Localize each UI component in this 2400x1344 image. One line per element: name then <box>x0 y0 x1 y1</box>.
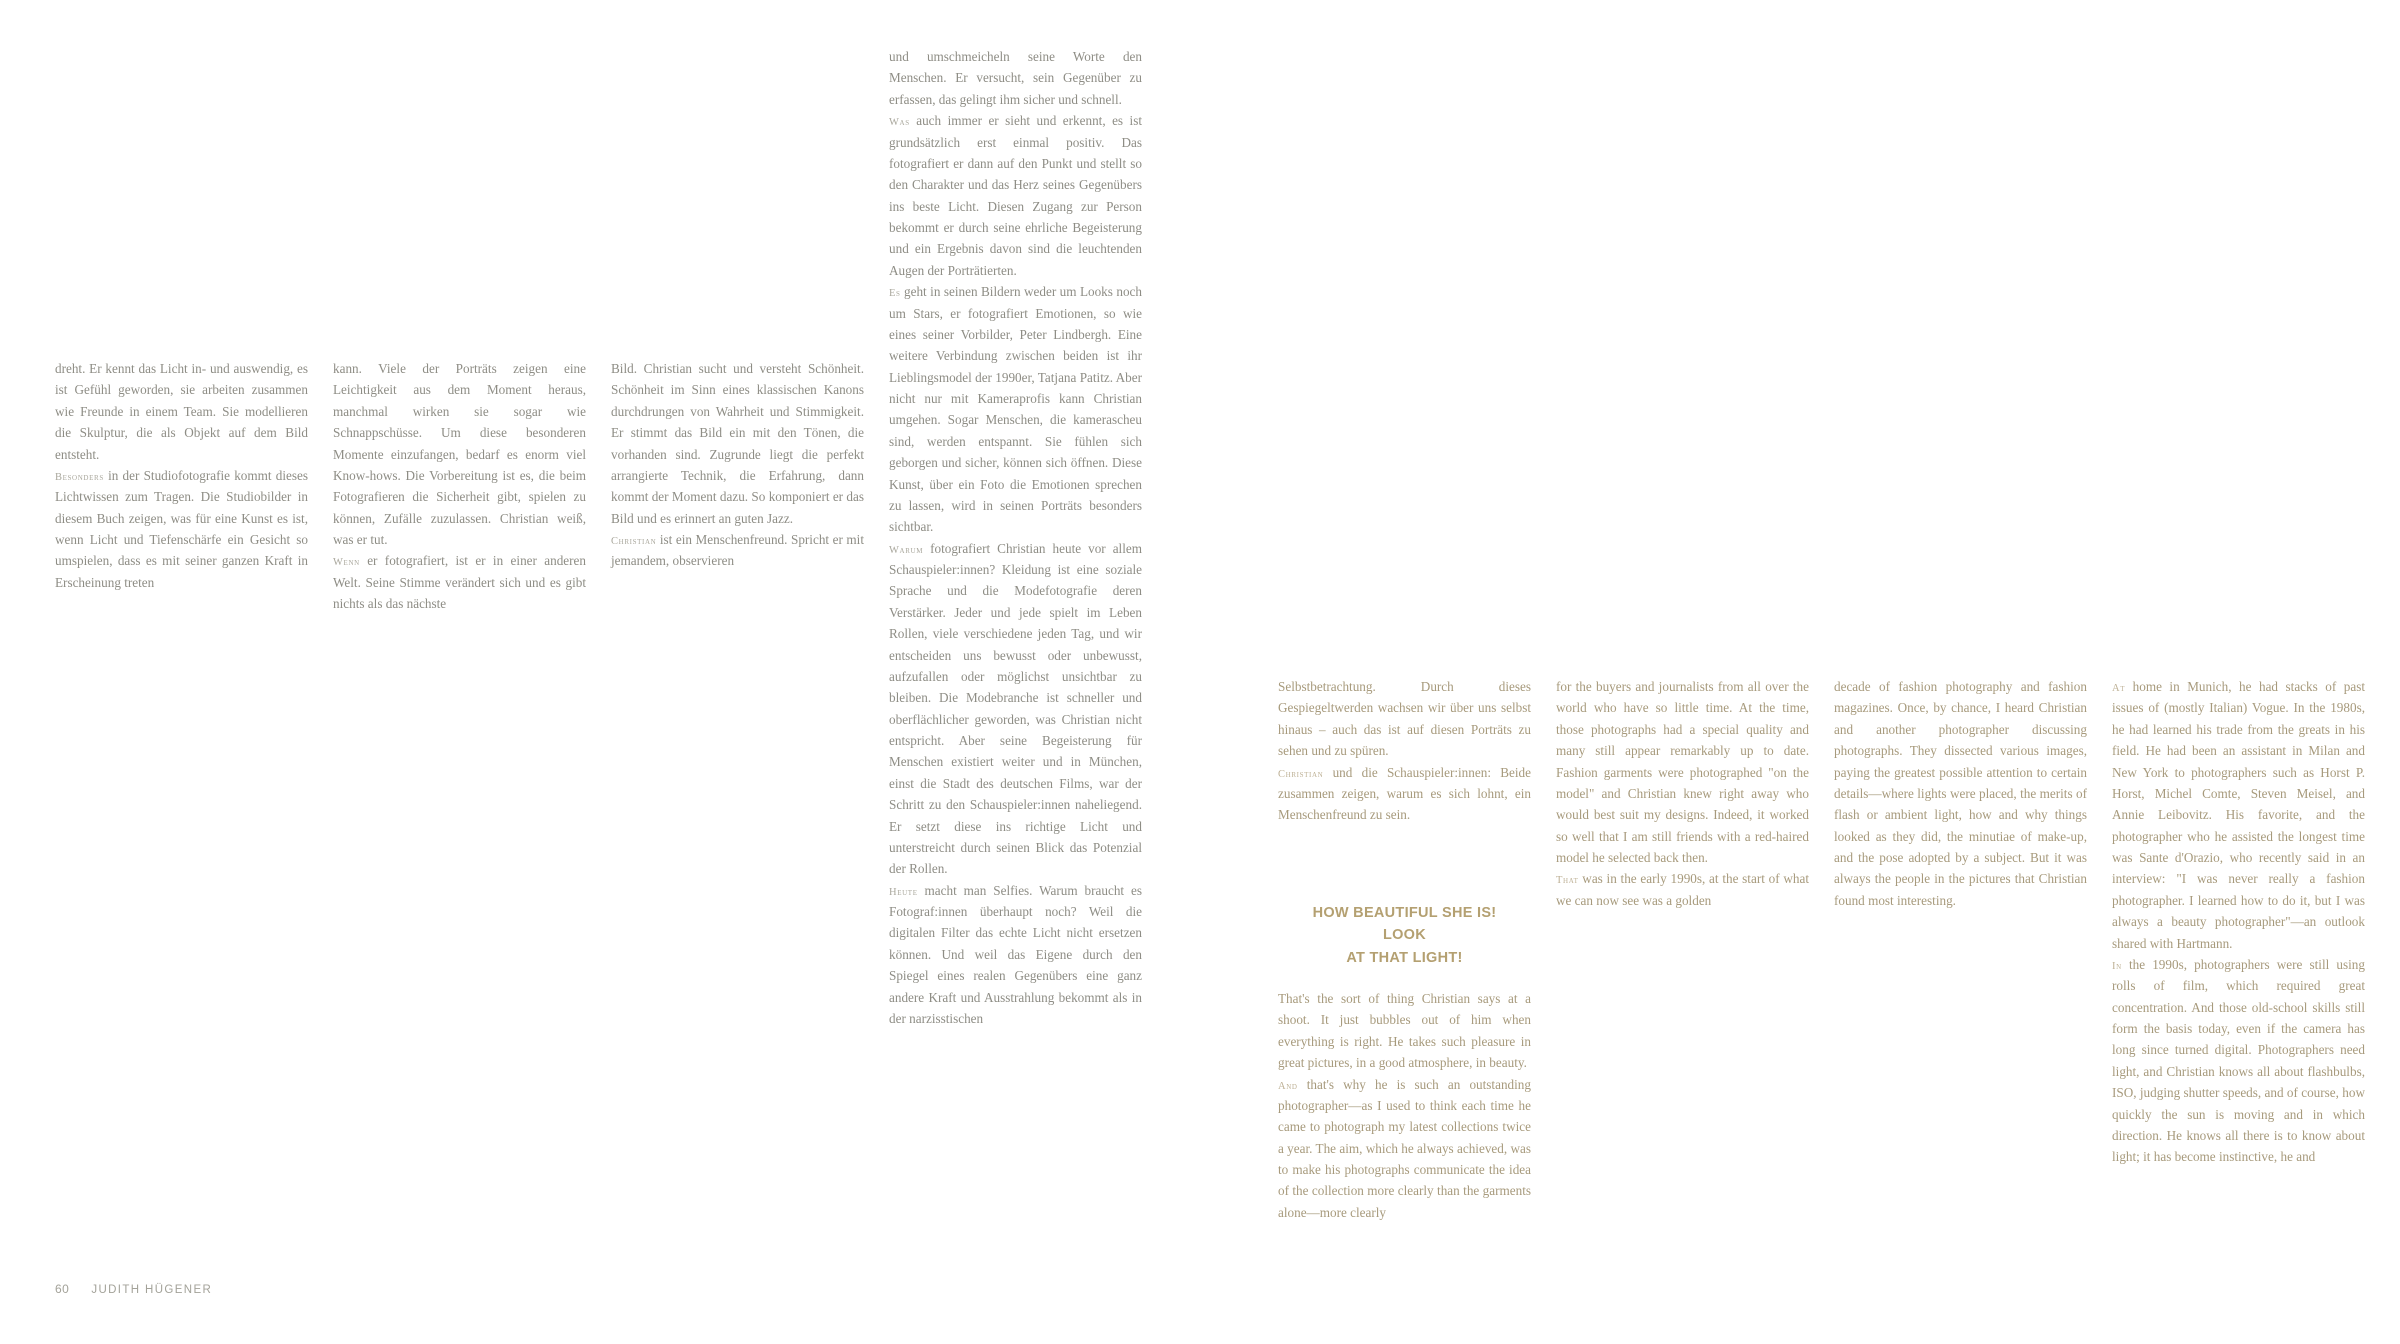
run-in-smallcaps: That <box>1556 875 1579 887</box>
page-number: 60 <box>55 1282 70 1296</box>
left-column-1 <box>55 358 308 593</box>
left-column-4 <box>889 46 1142 1029</box>
paragraph: dreht. Er kennt das Licht in- und auswendig, es ist Gefühl geworden, sie arbeiten zusammen wie Freunde in einem Team. Sie modellieren die Skulptur, die als Objekt auf dem Bild entsteht. <box>55 361 308 462</box>
left-column-2 <box>333 358 586 615</box>
page-footer <box>55 1282 212 1296</box>
paragraph: Wenn er fotografiert, ist er in einer anderen Welt. Seine Stimme verändert sich und es gibt nichts als das nächste <box>333 553 586 612</box>
run-in-smallcaps: Was <box>889 117 910 129</box>
pull-quote-line-3: AT THAT LIGHT! <box>1346 949 1463 966</box>
run-in-smallcaps: Christian <box>1278 768 1324 780</box>
right-column-1-top <box>1278 676 1531 826</box>
run-in-smallcaps: And <box>1278 1080 1298 1092</box>
paragraph: That's the sort of thing Christian says at a shoot. It just bubbles out of him when everything is right. He takes such pleasure in great pictures, in a good atmosphere, in beauty. <box>1278 991 1531 1071</box>
run-in-smallcaps: Heute <box>889 886 918 898</box>
paragraph: Warum fotografiert Christian heute vor allem Schauspieler:innen? Kleidung ist eine soziale Sprache und die Modefotografie deren Verstärker. Jeder und jede spielt im Leben Rollen, viele verschiedene jeden Tag, und wir entscheiden uns bewusst oder unbewusst, aufzufallen oder möglichst unsichtbar zu bleiben. Die Modebranche ist schneller und oberflächlicher geworden, was Christian nicht entspricht. Aber seine Begeisterung für Menschen existiert weiter und in München, einst die Stadt des deutschen Films, war der Schritt zu den Schauspieler:innen naheliegend. Er setzt diese ins richtige Licht und unterstreicht durch seinen Blick das Potenzial der Rollen. <box>889 540 1142 877</box>
paragraph: Es geht in seinen Bildern weder um Looks noch um Stars, er fotografiert Emotionen, so wie eines seiner Vorbilder, Peter Lindbergh. Eine weitere Verbindung zwischen beiden ist ihr Lieblingsmodel der 1990er, Tatjana Patitz. Aber nicht nur mit Kameraprofis kann Christian umgehen. Sogar Menschen, die kamerascheu sind, werden entspannt. Sie fühlen sich geborgen und sicher, können sich öffnen. Diese Kunst, über ein Foto die Emotionen sprechen zu lassen, wird in seinen Porträts besonders sichtbar. <box>889 284 1142 535</box>
paragraph: Heute macht man Selfies. Warum braucht es Fotograf:innen überhaupt noch? Weil die digitalen Filter das echte Licht nicht ersetzen können. Und weil das Eigene durch den Spiegel eines realen Gegenübers eine ganz andere Kraft und Ausstrahlung bekommt als in der narzisstischen <box>889 882 1142 1026</box>
paragraph: At home in Munich, he had stacks of past issues of (mostly Italian) Vogue. In the 1980s, he had learned his trade from the greats in his field. He had been an assistant in Milan and New York to photographers such as Horst P. Horst, Michel Comte, Steven Meisel, and Annie Leibovitz. His favorite, and the photographer who he assisted the longest time was Sante d'Orazio, who recently said in an interview: "I was never really a fashion photographer. I learned how to do it, but I was always a beauty photographer"—an outlook shared with Hartmann. <box>2112 679 2365 951</box>
left-column-3 <box>611 358 864 572</box>
run-in-smallcaps: Besonders <box>55 471 104 483</box>
page-gutter <box>1199 0 1200 1344</box>
paragraph: Besonders in der Studiofotografie kommt dieses Lichtwissen zum Tragen. Die Studiobilder in diesem Buch zeigen, was für eine Kunst es ist, wenn Licht und Tiefenschärfe ein Gesicht so umspielen, dass es mit seiner ganzen Kraft in Erscheinung treten <box>55 467 308 590</box>
right-column-2 <box>1556 676 1809 911</box>
paragraph: Christian ist ein Menschenfreund. Spricht er mit jemandem, observieren <box>611 532 864 569</box>
run-in-smallcaps: In <box>2112 960 2122 972</box>
run-in-smallcaps: Es <box>889 288 901 300</box>
paragraph: In the 1990s, photographers were still using rolls of film, which required great concentration. And those old-school skills still form the basis today, even if the camera has long since turned digital. Photographers need light, and Christian knows all about flashbulbs, ISO, judging shutter speeds, and of course, how quickly the sun is moving and in which direction. He knows all there is to know about light; it has become instinctive, he and <box>2112 956 2365 1165</box>
run-in-smallcaps: Wenn <box>333 557 360 569</box>
paragraph: decade of fashion photography and fashion magazines. Once, by chance, I heard Christian and another photographer discussing photographs. They dissected various images, paying the greatest possible attention to certain details—where lights were placed, the merits of flash or ambient light, how and why things looked as they did, the minutiae of make-up, and the pose adopted by a subject. But it was always the people in the pictures that Christian found most interesting. <box>1834 679 2087 908</box>
run-in-smallcaps: At <box>2112 683 2126 694</box>
paragraph: That was in the early 1990s, at the start of what we can now see was a golden <box>1556 871 1809 908</box>
paragraph: Was auch immer er sieht und erkennt, es ist grundsätzlich erst einmal positiv. Das fotografiert er dann auf den Punkt und stellt so den Charakter und das Herz seines Gegenübers ins beste Licht. Diesen Zugang zur Person bekommt er durch seine ehrliche Begeisterung und ein Ergebnis davon sind die leuchtenden Augen der Porträtierten. <box>889 113 1142 278</box>
run-in-smallcaps: Warum <box>889 544 924 556</box>
paragraph: for the buyers and journalists from all over the world who have so little time. At the time, those photographs had a special quality and many still appear remarkably up to date. Fashion garments were photographed "on the model" and Christian knew right away who would best suit my designs. Indeed, it worked so well that I am still friends with a red-haired model he selected back then. <box>1556 679 1809 865</box>
running-head: JUDITH HÜGENER <box>91 1284 213 1296</box>
paragraph: kann. Viele der Porträts zeigen eine Leichtigkeit aus dem Moment heraus, manchmal wirken sie sogar wie Schnappschüsse. Um diese besonderen Momente einzufangen, bedarf es enorm viel Know-hows. Die Vorbereitung ist es, die beim Fotografieren die Sicherheit gibt, spielen zu können, Zufälle zuzulassen. Christian weiß, was er tut. <box>333 361 586 547</box>
pull-quote-line-2: LOOK <box>1382 927 1427 944</box>
pull-quote <box>1278 902 1531 969</box>
paragraph: und umschmeicheln seine Worte den Menschen. Er versucht, sein Gegenüber zu erfassen, das gelingt ihm sicher und schnell. <box>889 49 1142 107</box>
right-column-4 <box>2112 676 2365 1168</box>
pull-quote-line-1: HOW BEAUTIFUL SHE IS! <box>1312 905 1497 921</box>
paragraph: Christian und die Schauspieler:innen: Beide zusammen zeigen, warum es sich lohnt, ein Menschenfreund zu sein. <box>1278 764 1531 823</box>
right-column-1-bottom <box>1278 988 1531 1223</box>
paragraph: Bild. Christian sucht und versteht Schönheit. Schönheit im Sinn eines klassischen Kanons durchdrungen von Wahrheit und Stimmigkeit. Er stimmt das Bild ein mit den Tönen, die vorhanden sind. Zugrunde liegt die perfekt arrangierte Technik, die Erfahrung, dann kommt der Moment dazu. So komponiert er das Bild und es erinnert an guten Jazz. <box>611 361 864 526</box>
paragraph: Selbstbetrachtung. Durch dieses Gespiegeltwerden wachsen wir über uns selbst hinaus – auch das ist auf diesen Porträts zu sehen und zu spüren. <box>1278 679 1531 759</box>
run-in-smallcaps: Christian <box>611 536 657 547</box>
paragraph: And that's why he is such an outstanding photographer—as I used to think each time he came to photograph my latest collections twice a year. The aim, which he always achieved, was to make his photographs communicate the idea of the collection more clearly than the garments alone—more clearly <box>1278 1076 1531 1220</box>
right-column-3 <box>1834 676 2087 911</box>
